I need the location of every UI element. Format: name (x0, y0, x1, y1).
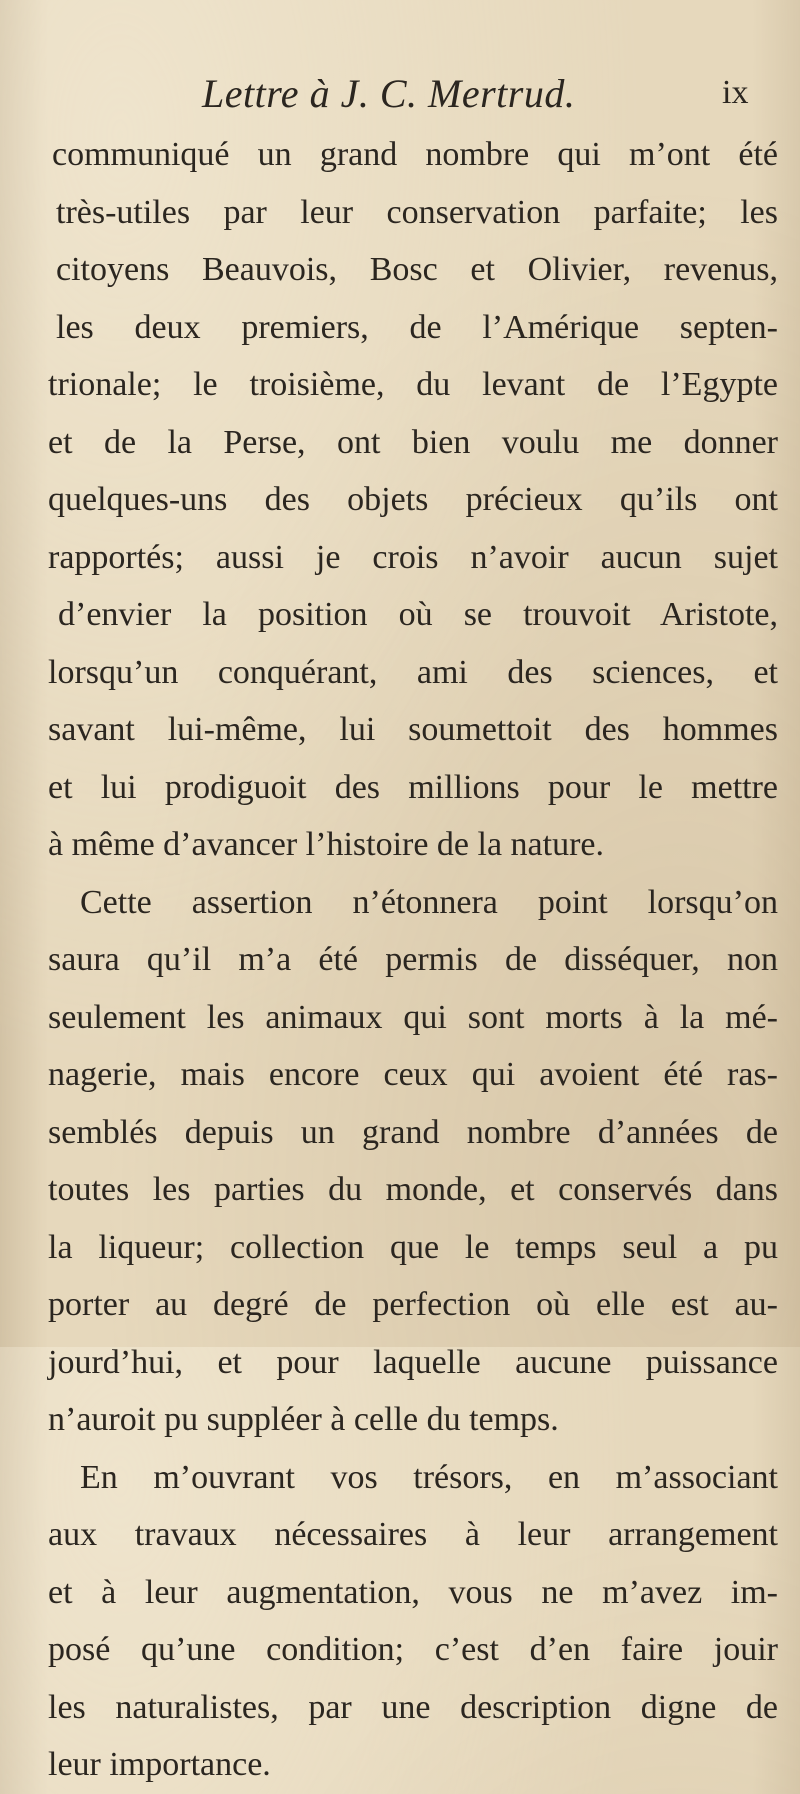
text-line: la liqueur; collection que le temps seul a pu (48, 1228, 778, 1266)
text-line: porter au degré de perfection où elle est au- (48, 1286, 778, 1323)
text-line: rapportés; aussi je crois n’avoir aucun sujet (48, 538, 778, 576)
text-line: n’auroit pu suppléer à celle du temps. (48, 1401, 559, 1438)
text-line: semblés depuis un grand nombre d’années de (48, 1113, 778, 1151)
text-line: et à leur augmentation, vous ne m’avez im- (48, 1573, 778, 1611)
text-line-indent: En m’ouvrant vos trésors, en m’associant (80, 1458, 778, 1496)
text-line: posé qu’une condition; c’est d’en faire jouir (48, 1631, 778, 1668)
text-line: nagerie, mais encore ceux qui avoient été ras- (48, 1056, 778, 1093)
text-line-indent: Cette assertion n’étonnera point lorsqu’on (80, 883, 778, 921)
text-line: leur importance. (48, 1746, 271, 1783)
text-line: quelques-uns des objets précieux qu’ils ont (48, 481, 778, 518)
text-line: trionale; le troisième, du levant de l’Egypte (48, 366, 778, 403)
text-line: communiqué un grand nombre qui m’ont été (52, 136, 778, 173)
text-line: à même d’avancer l’histoire de la nature. (48, 826, 605, 863)
text-line: lorsqu’un conquérant, ami des sciences, et (48, 653, 778, 691)
text-line: et lui prodiguoit des millions pour le mettre (48, 768, 778, 806)
page-number: ix (722, 74, 749, 111)
page-header (0, 70, 800, 116)
text-line: d’envier la position où se trouvoit Aristote, (58, 596, 778, 633)
text-line: les naturalistes, par une description digne de (48, 1688, 778, 1726)
text-line: savant lui-même, lui soumettoit des hommes (48, 711, 778, 748)
text-line: toutes les parties du monde, et conservés dans (48, 1171, 778, 1208)
text-line: saura qu’il m’a été permis de disséquer, non (48, 941, 778, 978)
text-line: aux travaux nécessaires à leur arrangement (48, 1516, 778, 1553)
text-line: jourd’hui, et pour laquelle aucune puissance (48, 1343, 778, 1381)
text-line: les deux premiers, de l’Amérique septen- (56, 308, 778, 346)
running-title: Lettre à J. C. Mertrud. (202, 71, 576, 116)
text-line: et de la Perse, ont bien voulu me donner (48, 423, 778, 461)
body-text (48, 126, 778, 1794)
text-line: seulement les animaux qui sont morts à la mé- (48, 998, 778, 1036)
text-line: très-utiles par leur conservation parfaite; les (56, 193, 778, 231)
text-line: citoyens Beauvois, Bosc et Olivier, revenus, (56, 251, 778, 288)
